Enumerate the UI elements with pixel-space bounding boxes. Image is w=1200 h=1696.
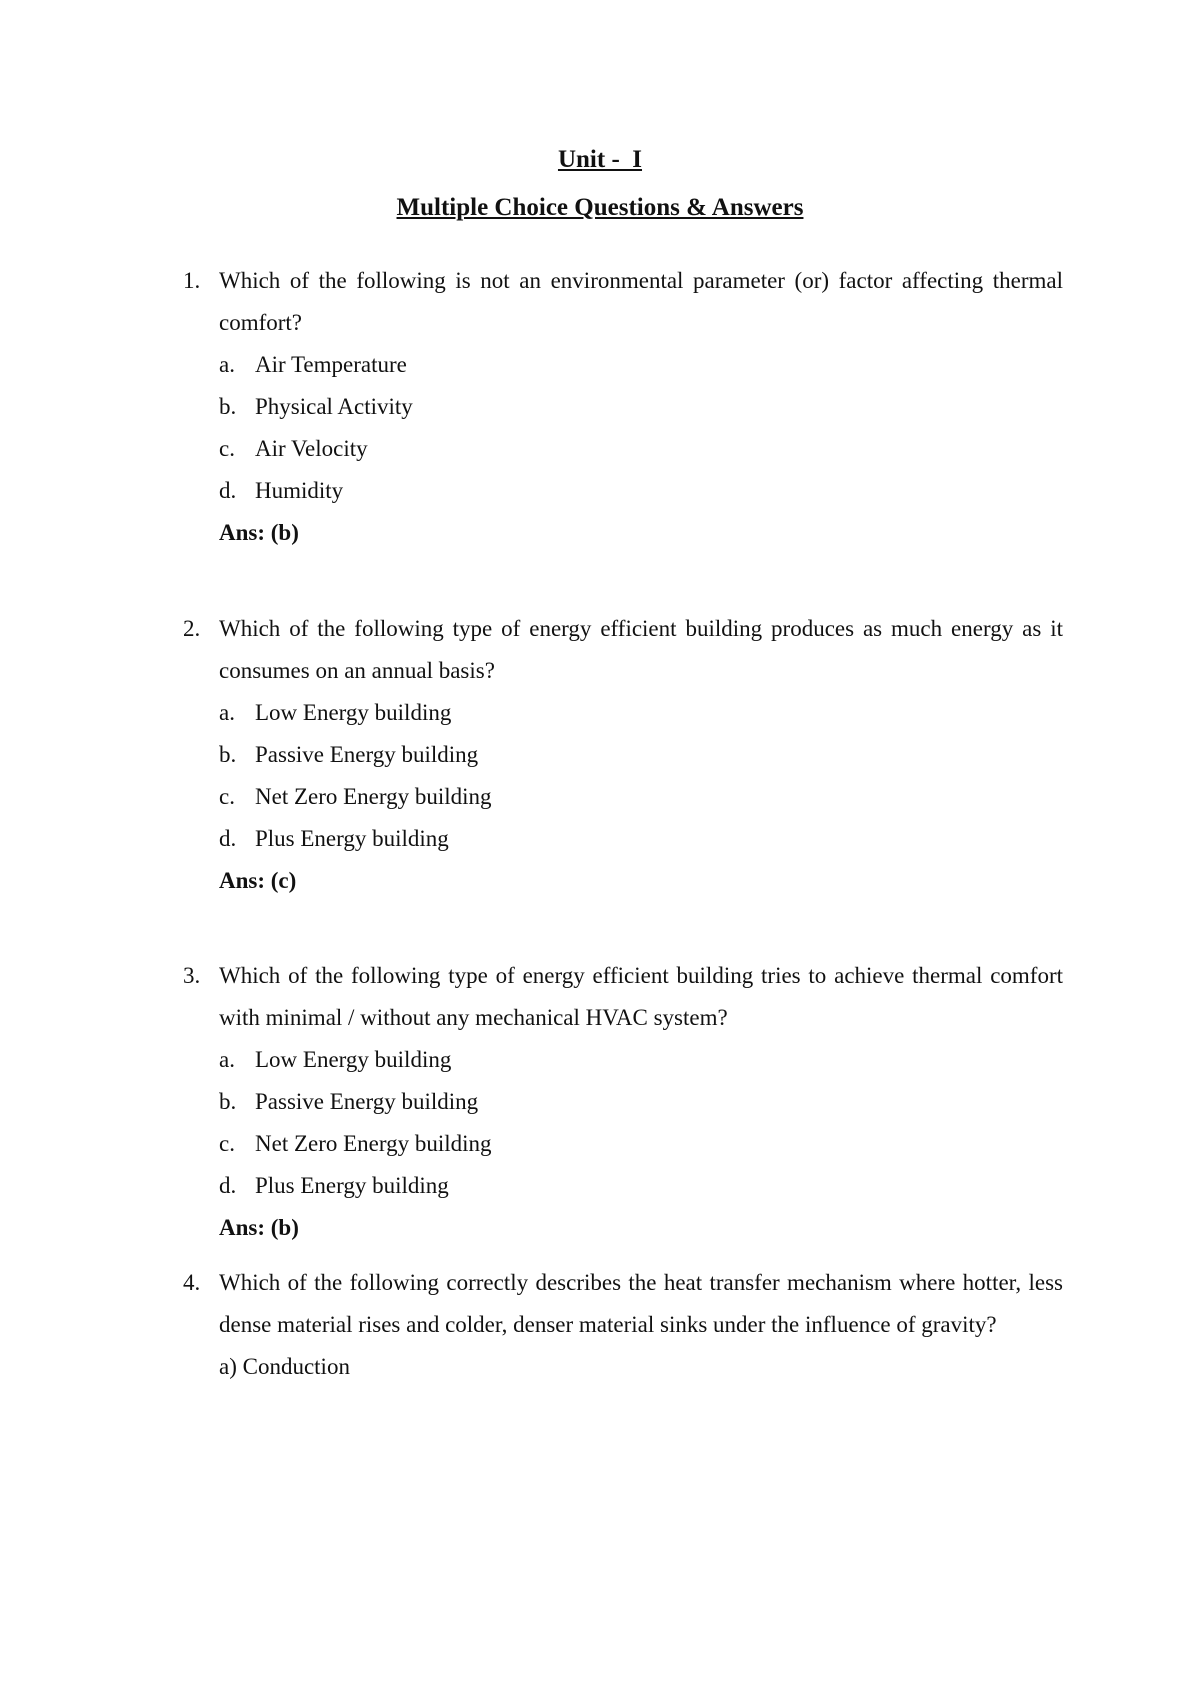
option-letter: c. [219,1131,235,1156]
question-stem [183,608,1063,692]
option-list [183,1346,1063,1388]
question-text: Which of the following type of energy efficient building produces as much energy as it consumes on an annual basis? [219,616,1063,683]
option-text: a) Conduction [219,1354,350,1379]
option-b [183,1081,1063,1123]
option-a [183,1039,1063,1081]
option-letter: c. [219,436,235,461]
question-number: 4. [183,1270,201,1295]
option-d [183,470,1063,512]
option-d [183,1165,1063,1207]
question-text: Which of the following is not an environmental parameter (or) factor affecting thermal comfort? [219,268,1063,335]
question-number: 3. [183,963,201,988]
option-text: Plus Energy building [255,826,449,851]
unit-title: Unit - I [557,146,643,173]
question-stem [183,260,1063,344]
option-letter: d. [219,1173,237,1198]
option-c [183,1123,1063,1165]
option-letter: b. [219,1089,237,1114]
question-stem [183,1262,1063,1346]
question-3 [183,955,1063,1249]
page-title: Multiple Choice Questions & Answers [396,194,804,221]
option-a [183,692,1063,734]
answer: Ans: (b) [219,520,299,545]
question-number: 2. [183,616,201,641]
option-a [183,344,1063,386]
option-letter: c. [219,784,235,809]
question-2 [183,608,1063,902]
option-letter: d. [219,478,237,503]
option-text: Passive Energy building [255,742,479,767]
option-text: Air Velocity [255,436,368,461]
option-text: Low Energy building [255,1047,452,1072]
option-text: Plus Energy building [255,1173,449,1198]
option-text: Low Energy building [255,700,452,725]
question-1 [183,260,1063,554]
option-letter: d. [219,826,237,851]
question-text: Which of the following correctly describes the heat transfer mechanism where hotter, less dense material rises and colder, denser material sinks under the influence of gravity? [219,1270,1063,1337]
option-list [183,1039,1063,1207]
option-letter: a. [219,1047,235,1072]
option-letter: b. [219,742,237,767]
option-list [183,344,1063,512]
option-letter: b. [219,394,237,419]
option-text: Net Zero Energy building [255,784,492,809]
option-text: Net Zero Energy building [255,1131,492,1156]
option-list [183,692,1063,860]
option-a [183,1346,1063,1388]
option-text: Physical Activity [255,394,413,419]
question-text: Which of the following type of energy efficient building tries to achieve thermal comfort with minimal / without any mechanical HVAC system? [219,963,1063,1030]
option-letter: a. [219,700,235,725]
option-text: Passive Energy building [255,1089,479,1114]
answer: Ans: (c) [219,868,297,893]
question-4 [183,1262,1063,1388]
answer: Ans: (b) [219,1215,299,1240]
option-b [183,386,1063,428]
option-b [183,734,1063,776]
question-stem [183,955,1063,1039]
option-letter: a. [219,352,235,377]
option-d [183,818,1063,860]
question-number: 1. [183,268,201,293]
option-c [183,428,1063,470]
option-text: Air Temperature [255,352,407,377]
option-c [183,776,1063,818]
option-text: Humidity [255,478,344,503]
